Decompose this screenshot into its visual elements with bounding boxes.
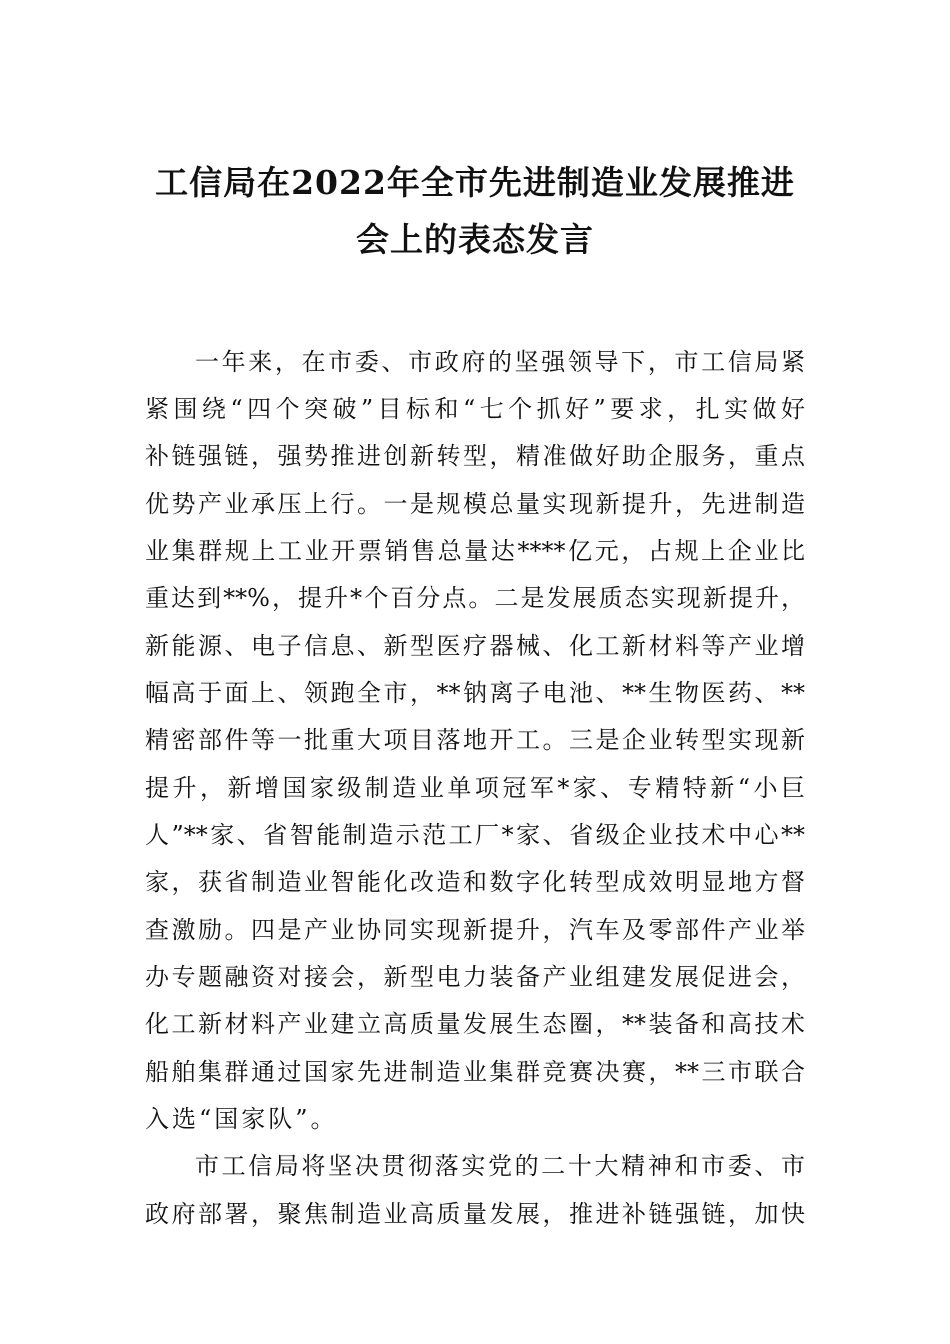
- paragraph-line: 幅高于面上、领跑全市，**钠离子电池、**生物医药、**: [145, 679, 805, 707]
- paragraph-line: 精密部件等一批重大项目落地开工。三是企业转型实现新: [145, 726, 805, 754]
- paragraph-line: 紧围绕“四个突破”目标和“七个抓好”要求，扎实做好: [145, 395, 805, 423]
- paragraph-line: 提升，新增国家级制造业单项冠军*家、专精特新“小巨: [145, 774, 805, 802]
- paragraph-line: 一年来，在市委、市政府的坚强领导下，市工信局紧: [195, 348, 805, 376]
- paragraph-line: 入选“国家队”。: [145, 1105, 338, 1133]
- document-title-line-2: 会上的表态发言: [356, 220, 594, 259]
- paragraph-line: 优势产业承压上行。一是规模总量实现新提升，先进制造: [145, 490, 805, 518]
- paragraph-line: 家，获省制造业智能化改造和数字化转型成效明显地方督: [145, 868, 805, 896]
- paragraph-line: 查激励。四是产业协同实现新提升，汽车及零部件产业举: [145, 916, 805, 944]
- paragraph-line: 新能源、电子信息、新型医疗器械、化工新材料等产业增: [145, 632, 805, 660]
- paragraph-line: 补链强链，强势推进创新转型，精准做好助企服务，重点: [145, 442, 805, 470]
- paragraph-line: 人”**家、省智能制造示范工厂*家、省级企业技术中心**: [145, 821, 805, 849]
- document-title-line-1: 工信局在2022年全市先进制造业发展推进: [155, 163, 795, 202]
- paragraph-line: 船舶集群通过国家先进制造业集群竞赛决赛，**三市联合: [145, 1058, 805, 1086]
- paragraph-line: 业集群规上工业开票销售总量达****亿元，占规上企业比: [145, 537, 805, 565]
- paragraph-line: 重达到**%，提升*个百分点。二是发展质态实现新提升，: [145, 584, 805, 612]
- paragraph-line: 政府部署，聚焦制造业高质量发展，推进补链强链，加快: [145, 1200, 805, 1228]
- paragraph-line: 市工信局将坚决贯彻落实党的二十大精神和市委、市: [195, 1152, 805, 1180]
- paragraph-line: 化工新材料产业建立高质量发展生态圈，**装备和高技术: [145, 1010, 805, 1038]
- paragraph-line: 办专题融资对接会，新型电力装备产业组建发展促进会，: [145, 963, 805, 991]
